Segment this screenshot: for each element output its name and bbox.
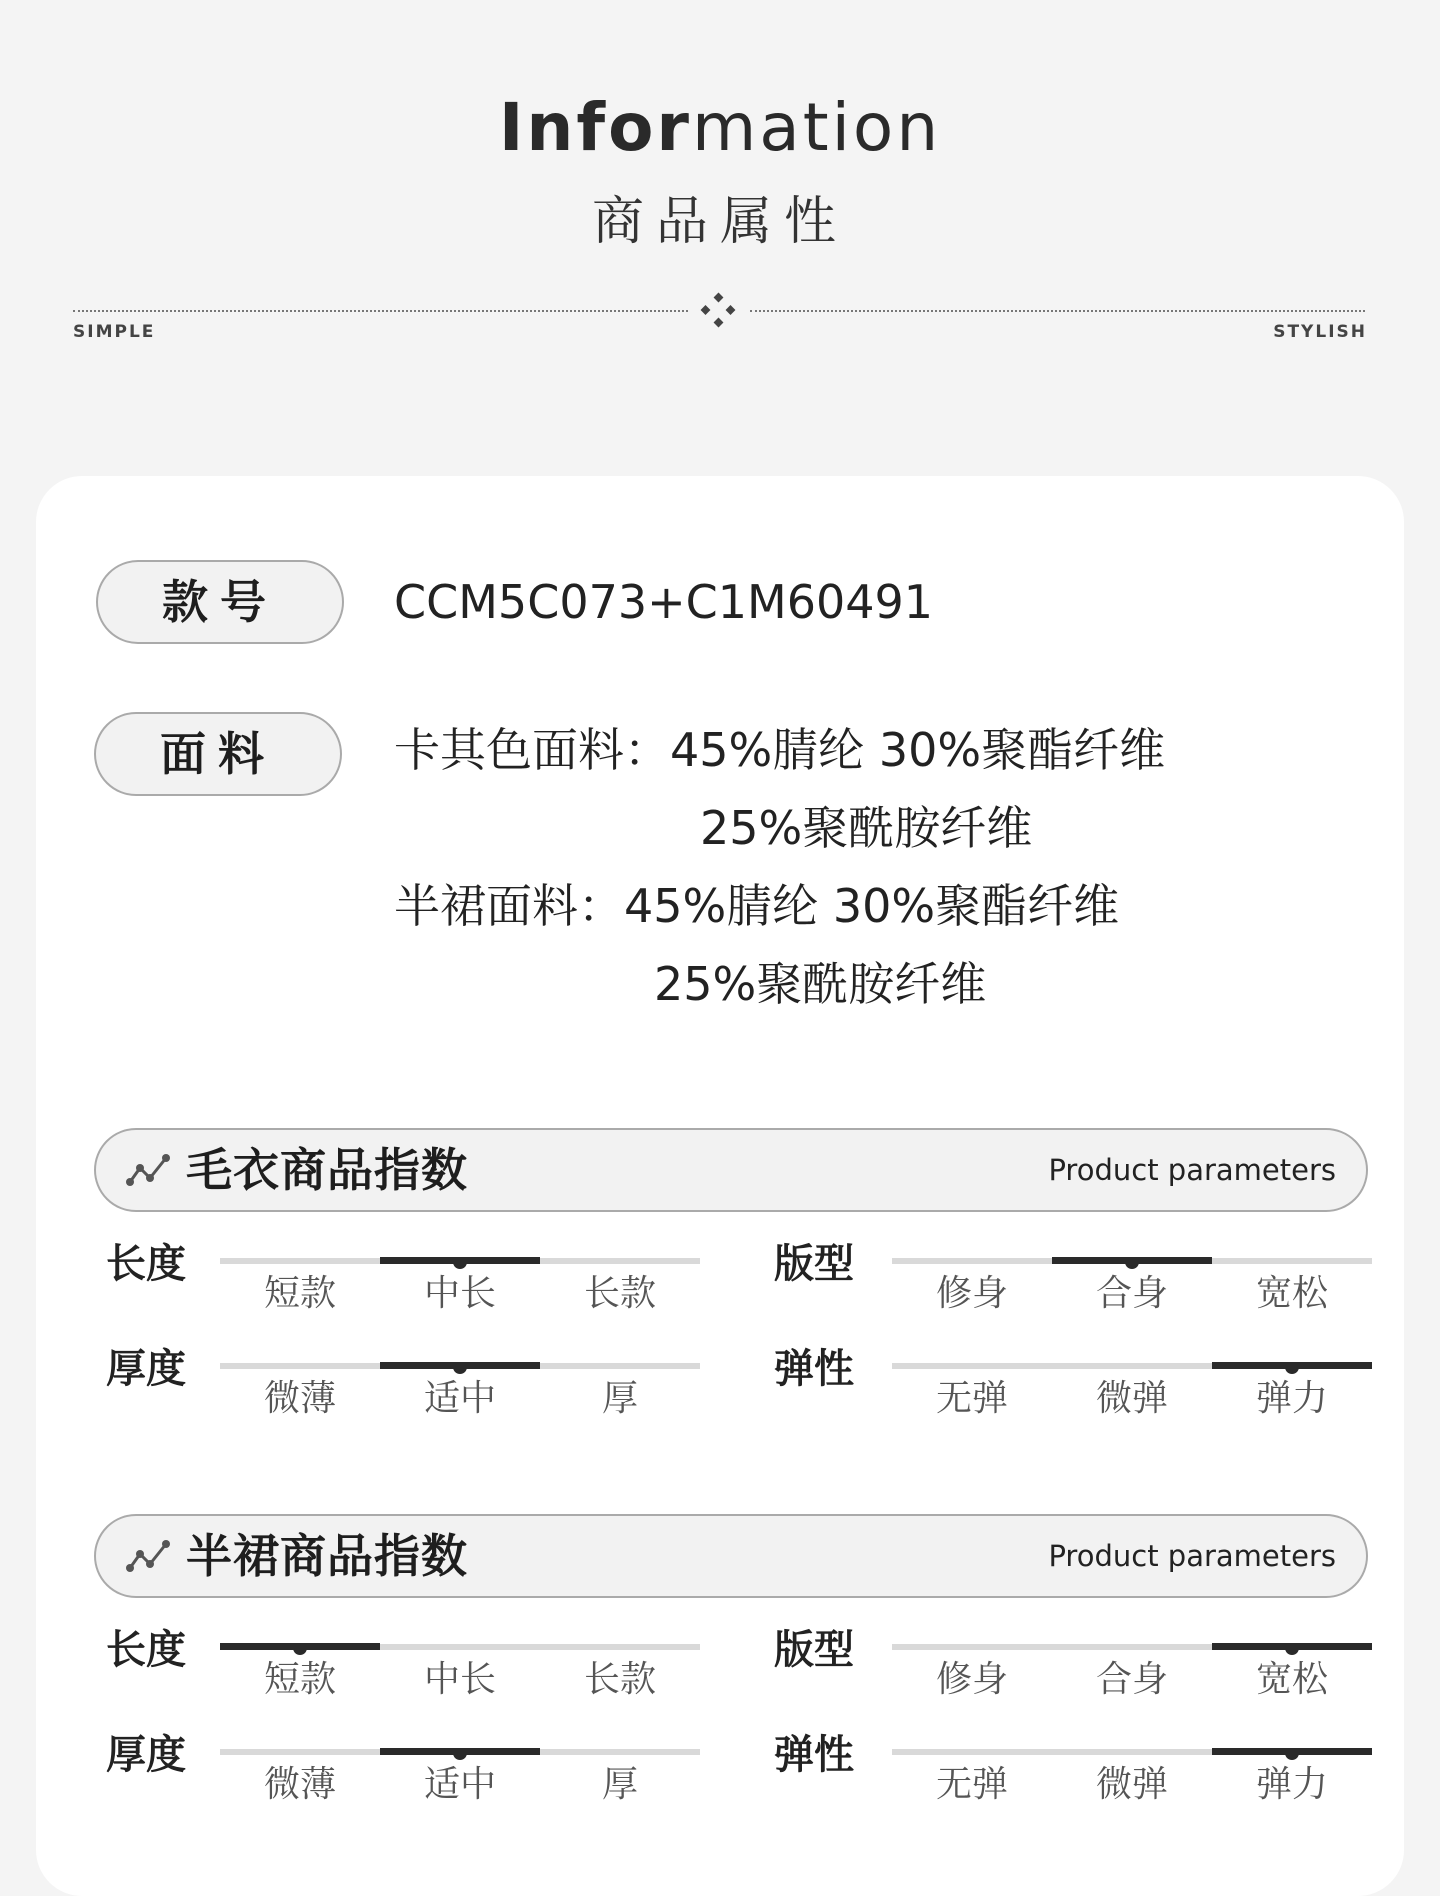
- param-scale-selected-marker: [1212, 1748, 1372, 1755]
- param-label: 弹性: [774, 1346, 854, 1392]
- param-scale-track: [892, 1644, 1372, 1650]
- title-chinese: 商品属性: [591, 192, 848, 252]
- param-scale-selected-marker: [1212, 1362, 1372, 1369]
- param-scale-selected-marker: [1052, 1257, 1212, 1264]
- skirt-index-header: [94, 1514, 1368, 1598]
- param-scale-track: [220, 1363, 700, 1369]
- param-option: 中长: [423, 1659, 496, 1700]
- param-option: 中长: [423, 1273, 496, 1314]
- param-option: 厚: [601, 1764, 638, 1805]
- param-scale-track: [892, 1258, 1372, 1264]
- param-option: 弹力: [1255, 1378, 1328, 1419]
- param-scale-track: [892, 1363, 1372, 1369]
- param-scale-track: [220, 1644, 700, 1650]
- param-label: 版型: [774, 1241, 854, 1287]
- param-option: 宽松: [1255, 1273, 1328, 1314]
- style-number-label: 款号: [96, 560, 344, 644]
- param-scale-selected-marker: [380, 1362, 540, 1369]
- four-diamond-ornament-icon: [700, 292, 736, 328]
- param-option: 长款: [583, 1273, 656, 1314]
- param-label: 厚度: [106, 1346, 186, 1392]
- sweater-index-subtitle: Product parameters: [1048, 1153, 1336, 1187]
- param-option: 厚: [601, 1378, 638, 1419]
- param-label: 版型: [774, 1627, 854, 1673]
- dotted-divider-right: [750, 310, 1365, 312]
- param-option: 短款: [263, 1273, 336, 1314]
- sweater-index-title: 毛衣商品指数: [186, 1143, 468, 1197]
- param-option: 宽松: [1255, 1659, 1328, 1700]
- title-english: [0, 88, 1440, 168]
- param-scale-track: [220, 1258, 700, 1264]
- param-option: 微弹: [1095, 1378, 1168, 1419]
- param-option: 合身: [1095, 1273, 1168, 1314]
- skirt-index-title: 半裙商品指数: [186, 1529, 468, 1583]
- fabric-line-3: 半裙面料：45%腈纶 30%聚酯纤维: [394, 879, 1120, 933]
- param-option: 适中: [423, 1764, 496, 1805]
- param-option: 微薄: [263, 1764, 336, 1805]
- fabric-line-4: 25%聚酰胺纤维: [654, 957, 987, 1011]
- title-english-light: mation: [691, 89, 942, 166]
- sweater-index-header: [94, 1128, 1368, 1212]
- param-scale-track: [892, 1749, 1372, 1755]
- line-chart-icon: [126, 1538, 172, 1574]
- param-scale-selected-marker: [380, 1748, 540, 1755]
- param-option: 适中: [423, 1378, 496, 1419]
- param-option: 微薄: [263, 1378, 336, 1419]
- param-label: 厚度: [106, 1732, 186, 1778]
- param-scale-selected-marker: [220, 1643, 380, 1650]
- param-option: 合身: [1095, 1659, 1168, 1700]
- param-option: 无弹: [935, 1378, 1008, 1419]
- param-option: 修身: [935, 1659, 1008, 1700]
- param-option: 长款: [583, 1659, 656, 1700]
- param-scale-selected-marker: [380, 1257, 540, 1264]
- param-option: 弹力: [1255, 1764, 1328, 1805]
- stylish-label: STYLISH: [1273, 322, 1367, 342]
- style-number-value: CCM5C073+C1M60491: [394, 575, 934, 629]
- fabric-line-2: 25%聚酰胺纤维: [700, 801, 1033, 855]
- param-scale-selected-marker: [1212, 1643, 1372, 1650]
- param-label: 长度: [106, 1627, 186, 1673]
- line-chart-icon: [126, 1152, 172, 1188]
- dotted-divider-left: [73, 310, 688, 312]
- simple-label: SIMPLE: [73, 322, 156, 342]
- product-info-card: [36, 476, 1404, 1896]
- param-option: 修身: [935, 1273, 1008, 1314]
- skirt-index-subtitle: Product parameters: [1048, 1539, 1336, 1573]
- param-scale-track: [220, 1749, 700, 1755]
- param-label: 长度: [106, 1241, 186, 1287]
- param-label: 弹性: [774, 1732, 854, 1778]
- title-english-bold: Infor: [498, 89, 692, 166]
- fabric-line-1: 卡其色面料：45%腈纶 30%聚酯纤维: [394, 723, 1166, 777]
- fabric-label: 面料: [94, 712, 342, 796]
- param-option: 短款: [263, 1659, 336, 1700]
- param-option: 微弹: [1095, 1764, 1168, 1805]
- param-option: 无弹: [935, 1764, 1008, 1805]
